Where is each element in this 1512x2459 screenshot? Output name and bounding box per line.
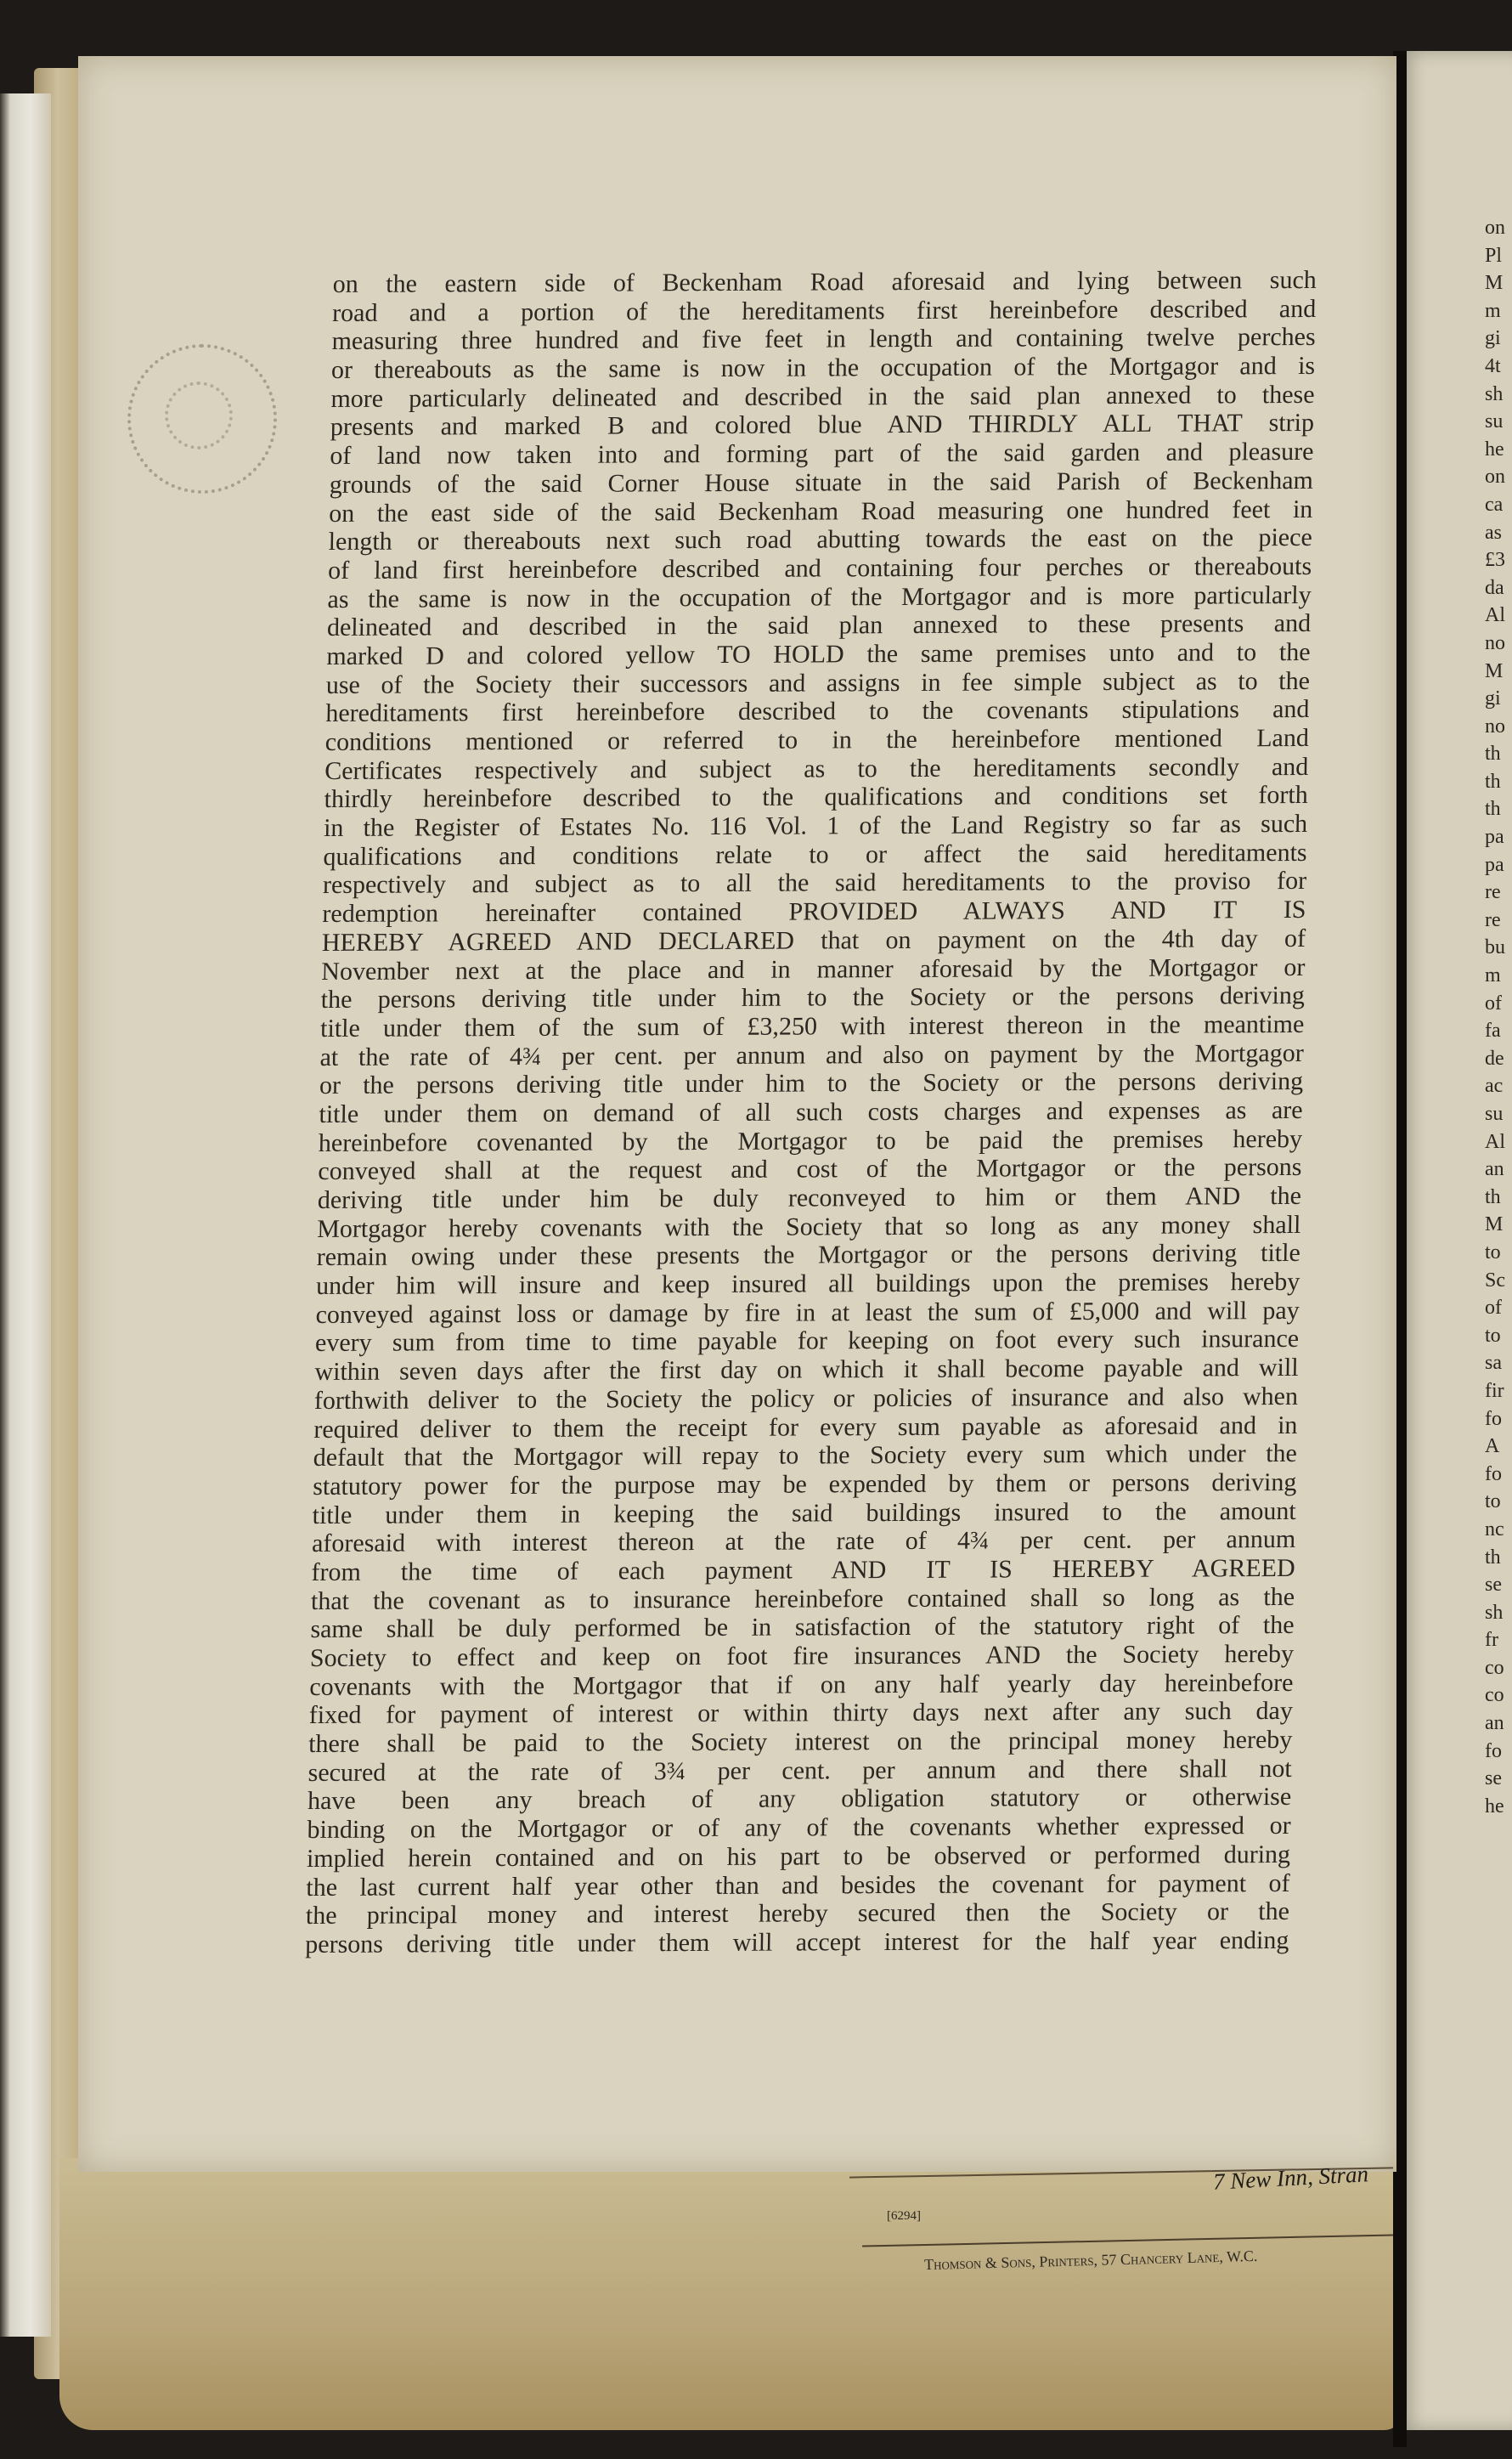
text-line: the last current half year other than and besides the covenant for payment of [306, 1868, 1290, 1902]
adjacent-text-fragment: m [1485, 299, 1501, 322]
text-line: measuring three hundred and five feet in length and containing twelve perches [331, 323, 1316, 356]
text-line: more particularly delineated and described in the said plan annexed to these [330, 380, 1315, 413]
text-line: forthwith deliver to the Society the policy or policies of insurance and also when [313, 1382, 1299, 1415]
text-line: same shall be duly performed be in satisfaction of the statutory right of the [310, 1611, 1295, 1644]
text-line: hereinbefore covenanted by the Mortgagor to be paid the premises hereby [318, 1124, 1303, 1157]
adjacent-text-fragment: of [1485, 992, 1502, 1015]
text-line: delineated and described in the said plan annexed to these presents and [326, 609, 1312, 642]
text-line: the principal money and interest hereby secured then the Society or the [305, 1897, 1290, 1930]
text-line: at the rate of 4¾ per cent. per annum and also on payment by the Mortgagor [319, 1038, 1305, 1071]
adjacent-text-fragment: se [1485, 1574, 1502, 1597]
adjacent-text-fragment: as [1485, 521, 1502, 544]
text-line: on the east side of the said Beckenham Road measuring one hundred feet in [328, 495, 1313, 528]
reference-number: [6294] [887, 2209, 921, 2223]
adjacent-text-fragment: Al [1485, 1130, 1505, 1153]
text-line: November next at the place and in manner aforesaid by the Mortgagor or [321, 953, 1306, 986]
text-line: qualifications and conditions relate to or affect the said hereditaments [323, 838, 1307, 871]
text-line: title under them on demand of all such costs charges and expenses as are [319, 1095, 1303, 1128]
adjacent-text-fragment: Al [1485, 604, 1505, 627]
text-line: road and a portion of the hereditaments first hereinbefore described and [331, 294, 1317, 327]
adjacent-text-fragment: Pl [1485, 244, 1503, 267]
adjacent-text-fragment: sh [1485, 1601, 1504, 1624]
adjacent-text-fragment: he [1485, 1795, 1504, 1817]
text-line: marked D and colored yellow TO HOLD the same premises unto and to the [326, 637, 1311, 670]
text-line: thirdly hereinbefore described to the qualifications and conditions set forth [324, 781, 1309, 814]
adjacent-text-fragment: M [1485, 1213, 1504, 1236]
adjacent-text-fragment: se [1485, 1767, 1502, 1790]
adjacent-text-fragment: to [1485, 1324, 1501, 1347]
text-line: Society to effect and keep on foot fire insurances AND the Society hereby [309, 1639, 1295, 1672]
text-line: HEREBY AGREED AND DECLARED that on payment on the 4th day of [321, 924, 1306, 957]
text-line: redemption hereinafter contained PROVIDED ALWAYS AND IT IS [322, 896, 1306, 929]
text-line: use of the Society their successors and assigns in fee simple subject as to the [325, 666, 1311, 699]
adjacent-text-fragment: re [1485, 908, 1501, 931]
adjacent-text-fragment: gi [1485, 687, 1501, 710]
text-line: the persons deriving title under him to the Society or the persons deriving [320, 981, 1306, 1015]
adjacent-text-fragment: co [1485, 1656, 1504, 1679]
text-line: of land first hereinbefore described and containing four perches or thereabouts [327, 551, 1312, 585]
text-line: from the time of each payment AND IT IS HEREBY AGREED [311, 1553, 1295, 1586]
adjacent-text-fragment: bu [1485, 936, 1505, 959]
text-line: under him will insure and keep insured all buildings upon the premises hereby [315, 1267, 1300, 1301]
adjacent-text-fragment: th [1485, 770, 1501, 793]
adjacent-text-fragment: fa [1485, 1020, 1501, 1043]
adjacent-text-fragment: on [1485, 466, 1505, 489]
text-line: binding on the Mortgagor or of any of the covenants whether expressed or [307, 1812, 1291, 1845]
text-line: in the Register of Estates No. 116 Vol. 1 of the Land Registry so far as such [323, 810, 1308, 843]
adjacent-text-fragment: of [1485, 1297, 1502, 1320]
page-bottom-fold [59, 2158, 1402, 2430]
text-line: Certificates respectively and subject as to the hereditaments secondly and [324, 752, 1309, 785]
adjacent-text-fragment: ac [1485, 1075, 1504, 1098]
text-line: remain owing under these presents the Mortgagor or the persons deriving title [316, 1239, 1301, 1272]
text-line: conveyed against loss or damage by fire in at least the sum of £5,000 and will pay [315, 1296, 1300, 1329]
document-body [305, 266, 1317, 1959]
text-line: implied herein contained and on his part to be observed or performed during [306, 1840, 1291, 1873]
adjacent-text-fragment: no [1485, 715, 1505, 738]
adjacent-text-fragment: co [1485, 1684, 1504, 1707]
text-line: deriving title under him be duly reconveyed to him or them AND the [317, 1181, 1302, 1214]
text-line: within seven days after the first day on which it shall become payable and will [314, 1354, 1299, 1387]
text-line: statutory power for the purpose may be expended by them or persons deriving [312, 1467, 1297, 1501]
adjacent-text-fragment: to [1485, 1490, 1501, 1513]
adjacent-text-fragment: sa [1485, 1352, 1502, 1375]
adjacent-text-fragment: an [1485, 1712, 1504, 1735]
text-line: length or thereabouts next such road abutting towards the east on the piece [328, 523, 1313, 557]
adjacent-text-fragment: m [1485, 964, 1501, 987]
adjacent-text-fragment: pa [1485, 853, 1504, 876]
adjacent-text-fragment: on [1485, 217, 1505, 239]
adjacent-text-fragment: pa [1485, 826, 1504, 849]
text-line: aforesaid with interest thereon at the rate of 4¾ per cent. per annum [311, 1525, 1296, 1558]
text-line: of land now taken into and forming part of the said garden and pleasure [330, 438, 1314, 471]
text-line: title under them of the sum of £3,250 with interest thereon in the meantime [319, 1009, 1305, 1043]
adjacent-text-fragment: ca [1485, 493, 1504, 516]
text-line: conditions mentioned or referred to in the hereinbefore mentioned Land [324, 723, 1310, 756]
adjacent-text-fragment: sh [1485, 382, 1504, 405]
adjacent-text-fragment: A [1485, 1435, 1500, 1458]
adjacent-text-fragment: fir [1485, 1379, 1504, 1402]
text-line: fixed for payment of interest or within thirty days next after any such day [308, 1697, 1294, 1730]
adjacent-text-fragment: su [1485, 410, 1504, 433]
text-line: default that the Mortgagor will repay to the Society every sum which under the [313, 1439, 1298, 1473]
adjacent-text-fragment: th [1485, 1185, 1501, 1208]
text-line: secured at the rate of 3¾ per cent. per annum and there shall not [307, 1754, 1293, 1787]
adjacent-text-fragment: Sc [1485, 1269, 1505, 1292]
adjacent-text-fragment: to [1485, 1241, 1501, 1263]
text-line: have been any breach of any obligation statutory or otherwise [307, 1783, 1292, 1816]
text-line: hereditaments first hereinbefore described to the covenants stipulations and [325, 695, 1310, 728]
adjacent-text-fragment: de [1485, 1047, 1504, 1070]
text-line: or the persons deriving title under him to the Society or the persons deriving [319, 1067, 1304, 1100]
adjacent-text-fragment: no [1485, 631, 1505, 654]
left-page-edge [0, 93, 51, 2337]
text-line: that the covenant as to insurance hereinbefore contained shall so long as the [310, 1582, 1295, 1615]
text-line: respectively and subject as to all the said hereditaments to the proviso for [322, 867, 1307, 900]
text-line: on the eastern side of Beckenham Road aforesaid and lying between such [332, 265, 1317, 298]
adjacent-text-fragment: su [1485, 1103, 1504, 1125]
adjacent-text-fragment: nc [1485, 1518, 1504, 1540]
adjacent-text-fragment: M [1485, 659, 1504, 682]
adjacent-text-fragment: M [1485, 272, 1504, 295]
text-line: persons deriving title under them will accept interest for the half year ending [305, 1925, 1289, 1959]
adjacent-text-fragment: th [1485, 743, 1501, 766]
adjacent-text-fragment: fo [1485, 1462, 1502, 1485]
text-line: required deliver to them the receipt for every sum payable as aforesaid and in [313, 1410, 1298, 1444]
adjacent-text-fragment: 4t [1485, 354, 1501, 377]
adjacent-page-text [1485, 214, 1505, 1820]
text-line: as the same is now in the occupation of the Mortgagor and is more particularly [327, 580, 1312, 613]
address-text: 7 New Inn, Stran [1212, 2161, 1369, 2195]
text-line: every sum from time to time payable for keeping on foot every such insurance [314, 1325, 1300, 1358]
text-line: Mortgagor hereby covenants with the Society that so long as any money shall [317, 1210, 1301, 1243]
text-line: presents and marked B and colored blue AND THIRDLY ALL THAT strip [330, 409, 1315, 442]
text-line: there shall be paid to the Society interest on the principal money hereby [307, 1725, 1293, 1759]
adjacent-text-fragment: £3 [1485, 549, 1505, 572]
adjacent-text-fragment: gi [1485, 327, 1501, 350]
adjacent-text-fragment: an [1485, 1158, 1504, 1181]
printer-imprint: Thomson & Sons, Printers, 57 Chancery Lane, W.C. [923, 2247, 1258, 2274]
text-line: grounds of the said Corner House situate in the said Parish of Beckenham [329, 466, 1314, 499]
text-line: conveyed shall at the request and cost of the Mortgagor or the persons [318, 1153, 1302, 1186]
adjacent-text-fragment: th [1485, 798, 1501, 821]
adjacent-text-fragment: he [1485, 438, 1504, 461]
adjacent-text-fragment: th [1485, 1546, 1501, 1569]
text-line: covenants with the Mortgagor that if on any half yearly day hereinbefore [309, 1668, 1294, 1701]
adjacent-text-fragment: fr [1485, 1629, 1498, 1652]
text-line: or thereabouts as the same is now in the occupation of the Mortgagor and is [330, 352, 1316, 385]
adjacent-text-fragment: fo [1485, 1739, 1502, 1762]
adjacent-text-fragment: fo [1485, 1407, 1502, 1430]
text-line: title under them in keeping the said buildings insured to the amount [312, 1496, 1297, 1529]
adjacent-text-fragment: da [1485, 576, 1504, 599]
adjacent-text-fragment: re [1485, 881, 1501, 904]
perforated-stamp-icon [127, 344, 277, 494]
